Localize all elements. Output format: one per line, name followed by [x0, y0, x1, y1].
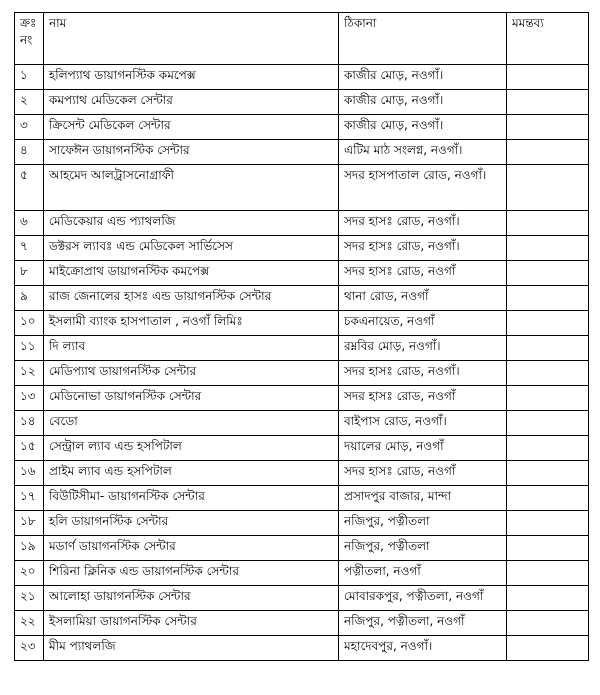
table-row [15, 65, 589, 90]
row-remarks [507, 536, 589, 561]
row-remarks [507, 486, 589, 511]
row-name: মডার্ণ ডায়াগনস্টিক সেন্টার [44, 536, 339, 561]
row-serial: ১৩ [15, 386, 44, 411]
table-row [15, 486, 589, 511]
row-address: মহাদেবপুর, নওগাঁ। [339, 636, 507, 661]
row-remarks [507, 586, 589, 611]
table-row [15, 586, 589, 611]
table-row [15, 90, 589, 115]
row-address: এটিম মাঠ সংলগ্ন, নওগাঁ। [339, 140, 507, 165]
row-address: বাইপাস রোড, নওগাঁ। [339, 411, 507, 436]
row-remarks [507, 140, 589, 165]
row-serial: ৫ [15, 165, 44, 211]
row-remarks [507, 211, 589, 236]
row-name: সেন্ট্রাল ল্যাব এন্ড হসপিটাল [44, 436, 339, 461]
row-remarks [507, 361, 589, 386]
row-address: মোবারকপুর, পত্নীতলা, নওগাঁ [339, 586, 507, 611]
table-row [15, 436, 589, 461]
table-row [15, 115, 589, 140]
row-remarks [507, 411, 589, 436]
row-address: থানা রোড, নওগাঁ [339, 286, 507, 311]
row-name: আহমেদ আলট্রাসনোগ্রাফী [44, 165, 339, 211]
table-row [15, 286, 589, 311]
row-serial: ১১ [15, 336, 44, 361]
table-row [15, 336, 589, 361]
row-address: কাজীর মোড়, নওগাঁ। [339, 115, 507, 140]
row-address: নজিপুর, পত্নীতলা, নওগাঁ [339, 611, 507, 636]
row-address: সদর হাসঃ রোড, নওগাঁ। [339, 211, 507, 236]
row-serial: ১০ [15, 311, 44, 336]
row-serial: ২০ [15, 561, 44, 586]
table-row [15, 511, 589, 536]
row-address: নজিপুর, পত্নীতলা [339, 536, 507, 561]
row-remarks [507, 165, 589, 211]
row-name: হলি ডায়াগনস্টিক সেন্টার [44, 511, 339, 536]
row-name: মীম প্যাথলজি [44, 636, 339, 661]
row-serial: ১৮ [15, 511, 44, 536]
row-serial: ৬ [15, 211, 44, 236]
table-row [15, 165, 589, 211]
table-row [15, 561, 589, 586]
row-remarks [507, 511, 589, 536]
row-remarks [507, 636, 589, 661]
row-remarks [507, 115, 589, 140]
row-address: সদর হাসপাতাল রোড, নওগাঁ। [339, 165, 507, 211]
row-name: সাফেঈন ডায়াগনস্টিক সেন্টার [44, 140, 339, 165]
header-name: নাম [44, 13, 339, 65]
row-serial: ৯ [15, 286, 44, 311]
row-name: রাজ জেনালের হাসঃ এন্ড ডায়াগনস্টিক সেন্টার [44, 286, 339, 311]
row-serial: ১৬ [15, 461, 44, 486]
row-name: মেডিকেয়ার এন্ড প্যাথলজি [44, 211, 339, 236]
row-remarks [507, 461, 589, 486]
row-address: সদর হাসঃ রোড, নওগাঁ। [339, 236, 507, 261]
row-serial: ৪ [15, 140, 44, 165]
table-row [15, 236, 589, 261]
row-remarks [507, 436, 589, 461]
row-address: দয়ালের মোড়, নওগাঁ [339, 436, 507, 461]
row-serial: ২১ [15, 586, 44, 611]
row-remarks [507, 561, 589, 586]
row-name: হলিপ্যাথ ডায়াগনস্টিক কমপেক্স [44, 65, 339, 90]
row-name: ইসলামী ব্যাংক হাসপাতাল , নওগাঁ লিমিঃ [44, 311, 339, 336]
row-address: সদর হাসঃ রোড, নওগাঁ [339, 261, 507, 286]
table-row [15, 211, 589, 236]
row-address: সদর হাসঃ রোড, নওগাঁ [339, 386, 507, 411]
table-row [15, 536, 589, 561]
row-remarks [507, 261, 589, 286]
row-address: সদর হাসঃ রোড, নওগাঁ। [339, 361, 507, 386]
header-remarks: মমন্তব্য [507, 13, 589, 65]
row-name: কমপ্যাথ মেডিকেল সেন্টার [44, 90, 339, 115]
row-remarks [507, 311, 589, 336]
row-serial: ৩ [15, 115, 44, 140]
row-address: সদর হাসঃ রোড, নওগাঁ [339, 461, 507, 486]
row-name: মাইক্রোপ্রাথ ডায়াগনস্টিক কমপেক্স [44, 261, 339, 286]
header-serial: ক্রঃ নং [15, 13, 44, 65]
table-row [15, 140, 589, 165]
table-row [15, 386, 589, 411]
row-serial: ১৯ [15, 536, 44, 561]
table-row [15, 311, 589, 336]
row-name: বেডো [44, 411, 339, 436]
row-remarks [507, 65, 589, 90]
row-serial: ১৪ [15, 411, 44, 436]
row-name: শিরিনা ক্লিনিক এন্ড ডায়াগনস্টিক সেন্টার [44, 561, 339, 586]
row-name: ক্রিসেন্ট মেডিকেল সেন্টার [44, 115, 339, 140]
row-address: কাজীর মোড়, নওগাঁ। [339, 65, 507, 90]
row-name: বিউটিসীমা- ডায়াগনস্টিক সেন্টার [44, 486, 339, 511]
row-serial: ২২ [15, 611, 44, 636]
table-row [15, 361, 589, 386]
row-name: ডক্টরস ল্যাবঃ এন্ড মেডিকেল সার্ভিসেস [44, 236, 339, 261]
table-body [15, 13, 589, 661]
row-serial: ১২ [15, 361, 44, 386]
row-serial: ২৩ [15, 636, 44, 661]
row-name: আলোহা ডায়াগনস্টিক সেন্টার [44, 586, 339, 611]
row-address: প্রসাদপুর বাজার, মান্দা [339, 486, 507, 511]
table-row [15, 411, 589, 436]
diagnostic-centers-table [14, 12, 589, 661]
row-remarks [507, 286, 589, 311]
row-address: রম্নবির মোড়, নওগাঁ। [339, 336, 507, 361]
row-address: নজিপুর, পত্নীতলা [339, 511, 507, 536]
table-row [15, 611, 589, 636]
row-remarks [507, 611, 589, 636]
row-name: দি ল্যাব [44, 336, 339, 361]
row-name: প্রাইম ল্যাব এন্ড হসপিটাল [44, 461, 339, 486]
row-name: ইসলামিয়া ডায়াগনস্টিক সেন্টার [44, 611, 339, 636]
row-serial: ১৫ [15, 436, 44, 461]
table-row [15, 636, 589, 661]
header-row [15, 13, 589, 65]
row-remarks [507, 336, 589, 361]
row-serial: ২ [15, 90, 44, 115]
table-row [15, 461, 589, 486]
row-address: কাজীর মোড়, নওগাঁ। [339, 90, 507, 115]
row-remarks [507, 90, 589, 115]
row-address: চকএনায়েত, নওগাঁ [339, 311, 507, 336]
row-address: পত্নীতলা, নওগাঁ [339, 561, 507, 586]
row-remarks [507, 236, 589, 261]
row-remarks [507, 386, 589, 411]
row-serial: ১৭ [15, 486, 44, 511]
header-address: ঠিকানা [339, 13, 507, 65]
row-serial: ৭ [15, 236, 44, 261]
table-row [15, 261, 589, 286]
row-name: মেডিনোভা ডায়াগনস্টিক সেন্টার [44, 386, 339, 411]
row-serial: ৮ [15, 261, 44, 286]
row-serial: ১ [15, 65, 44, 90]
row-name: মেডিপ্যাথ ডায়াগনস্টিক সেন্টার [44, 361, 339, 386]
